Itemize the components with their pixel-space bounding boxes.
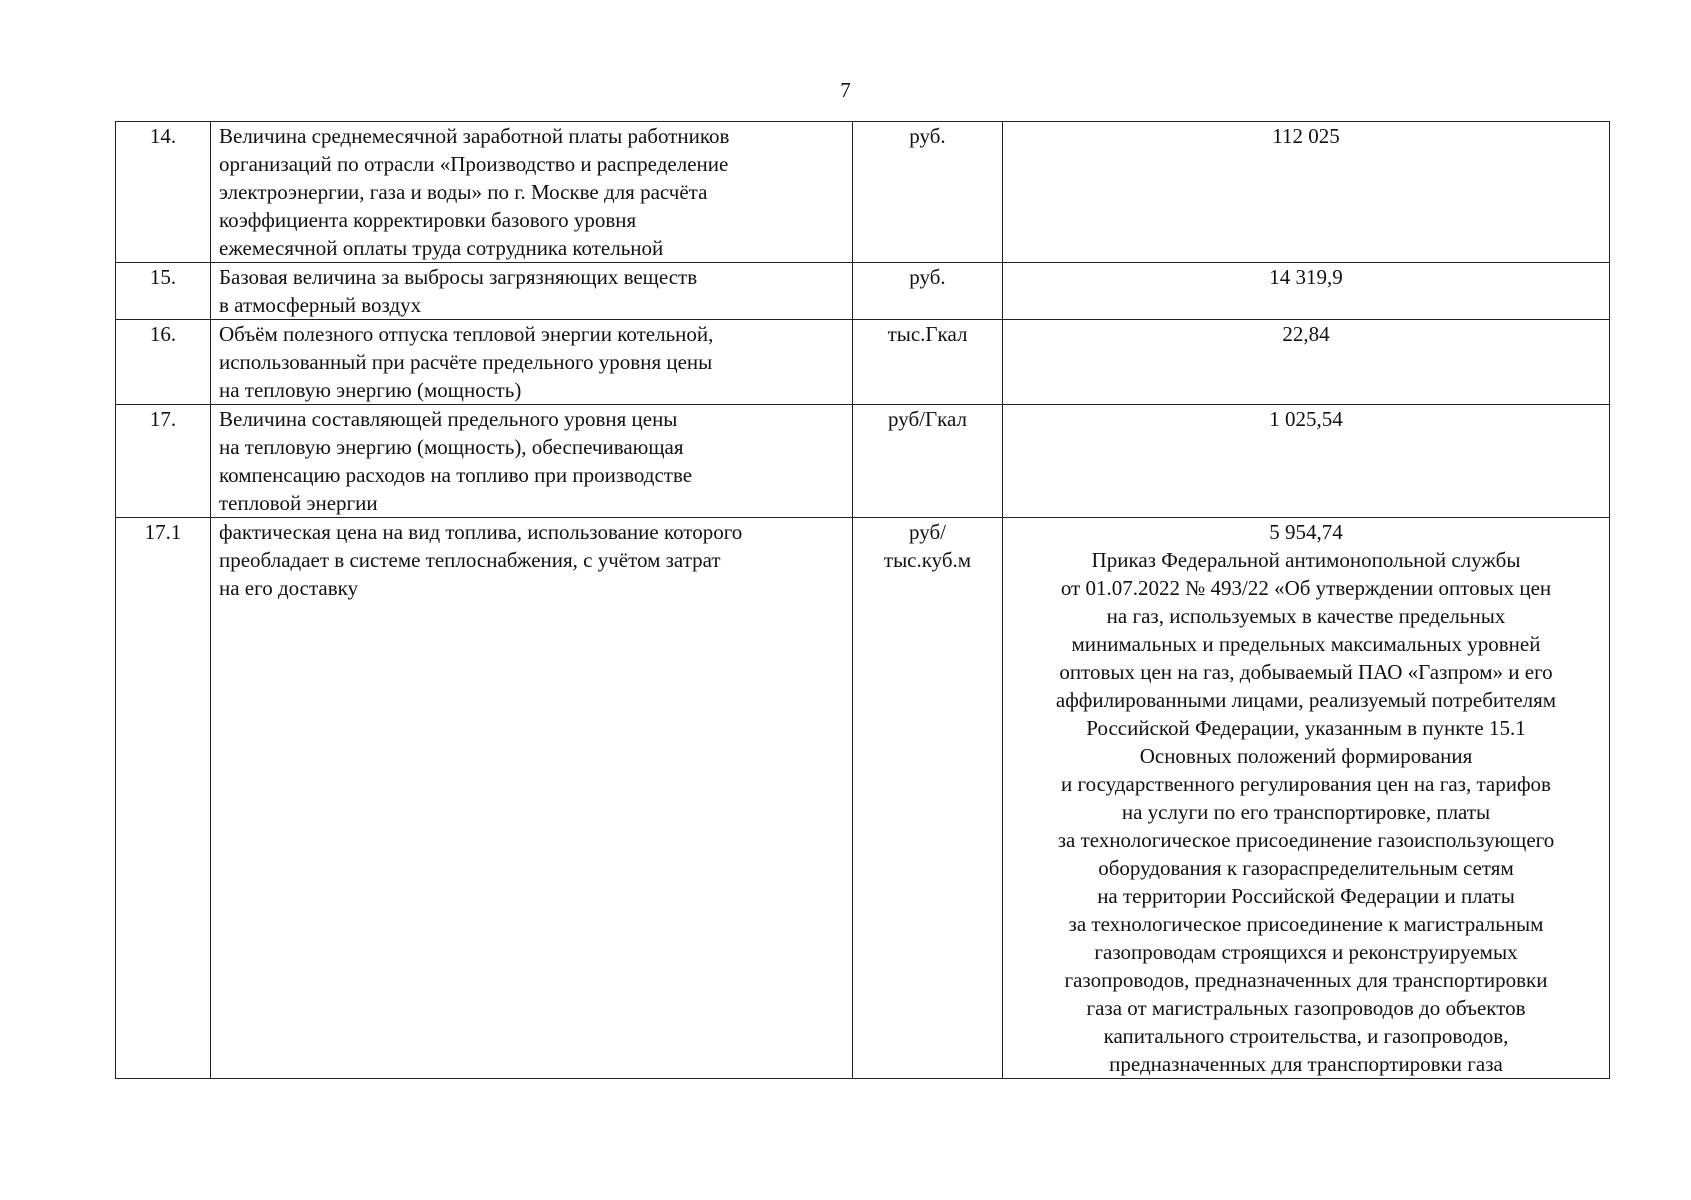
row-value — [1003, 320, 1610, 405]
description-line: Величина среднемесячной заработной платы работников — [219, 124, 730, 148]
description-line: организаций по отрасли «Производство и распределение — [219, 152, 729, 176]
row-description — [211, 518, 853, 1079]
table-row — [116, 122, 1610, 263]
row-number: 15. — [116, 263, 211, 320]
description-line: компенсацию расходов на топливо при производстве — [219, 463, 693, 487]
description-line: коэффициента корректировки базового уровня — [219, 208, 637, 232]
value-number: 5 954,74 — [1269, 520, 1343, 544]
row-number: 16. — [116, 320, 211, 405]
unit-line: тыс.куб.м — [883, 548, 972, 572]
row-unit — [853, 263, 1003, 320]
value-number: 1 025,54 — [1269, 407, 1343, 431]
row-number: 17. — [116, 405, 211, 518]
note-line: за технологическое присоединение к магистральным — [1068, 912, 1544, 936]
note-line: капитального строительства, и газопроводов, — [1103, 1024, 1509, 1048]
description-line: на тепловую энергию (мощность) — [219, 378, 522, 402]
description-line: на тепловую энергию (мощность), обеспечивающая — [219, 435, 684, 459]
row-description — [211, 122, 853, 263]
note-line: на территории Российской Федерации и платы — [1097, 884, 1515, 908]
indicators-table — [115, 121, 1610, 1079]
row-description — [211, 320, 853, 405]
description-line: Объём полезного отпуска тепловой энергии котельной, — [219, 322, 714, 346]
value-number: 14 319,9 — [1269, 265, 1343, 289]
description-line: Базовая величина за выбросы загрязняющих веществ — [219, 265, 698, 289]
table-row — [116, 405, 1610, 518]
note-line: на газ, используемых в качестве предельных — [1106, 604, 1506, 628]
note-line: за технологическое присоединение газоиспользующего — [1057, 828, 1555, 852]
note-line: газопроводам строящихся и реконструируемых — [1094, 940, 1518, 964]
value-number: 22,84 — [1282, 322, 1330, 346]
note-line: минимальных и предельных максимальных уровней — [1071, 632, 1541, 656]
description-line: преобладает в системе теплоснабжения, с учётом затрат — [219, 548, 721, 572]
unit-line: руб. — [909, 265, 946, 289]
description-line: на его доставку — [219, 576, 359, 600]
description-line: Величина составляющей предельного уровня цены — [219, 407, 678, 431]
row-value — [1003, 518, 1610, 1079]
description-line: фактическая цена на вид топлива, использование которого — [219, 520, 743, 544]
description-line: ежемесячной оплаты труда сотрудника котельной — [219, 236, 664, 260]
description-line: электроэнергии, газа и воды» по г. Москве для расчёта — [219, 180, 708, 204]
note-line: Приказ Федеральной антимонопольной службы — [1091, 548, 1521, 572]
note-line: и государственного регулирования цен на газ, тарифов — [1061, 772, 1551, 796]
row-unit — [853, 518, 1003, 1079]
note-line: аффилированными лицами, реализуемый потребителям — [1055, 688, 1557, 712]
note-line: предназначенных для транспортировки газа — [1109, 1052, 1503, 1076]
row-number: 17.1 — [116, 518, 211, 1079]
table-body — [116, 122, 1610, 1079]
row-unit — [853, 405, 1003, 518]
note-line: от 01.07.2022 № 493/22 «Об утверждении оптовых цен — [1060, 576, 1552, 600]
page-number: 7 — [840, 78, 851, 102]
note-line: газа от магистральных газопроводов до объектов — [1086, 996, 1526, 1020]
unit-line: руб/Гкал — [888, 407, 967, 431]
table-row — [116, 263, 1610, 320]
note-line: газопроводов, предназначенных для транспортировки — [1064, 968, 1548, 992]
row-unit — [853, 122, 1003, 263]
unit-line: руб/ — [909, 520, 946, 544]
row-value — [1003, 122, 1610, 263]
note-line: на услуги по его транспортировке, платы — [1121, 800, 1491, 824]
note-line: Российской Федерации, указанным в пункте 15.1 — [1086, 716, 1526, 740]
note-line: оборудования к газораспределительным сетям — [1098, 856, 1514, 880]
row-value — [1003, 263, 1610, 320]
note-line: оптовых цен на газ, добываемый ПАО «Газпром» и его — [1059, 660, 1553, 684]
description-line: использованный при расчёте предельного уровня цены — [219, 350, 713, 374]
row-description — [211, 263, 853, 320]
value-source-note — [1011, 546, 1601, 1078]
table-row — [116, 518, 1610, 1079]
unit-line: тыс.Гкал — [887, 322, 968, 346]
table-row — [116, 320, 1610, 405]
row-value — [1003, 405, 1610, 518]
row-number: 14. — [116, 122, 211, 263]
description-line: в атмосферный воздух — [219, 293, 422, 317]
note-line: Основных положений формирования — [1139, 744, 1473, 768]
value-number: 112 025 — [1272, 124, 1340, 148]
description-line: тепловой энергии — [219, 491, 378, 515]
row-description — [211, 405, 853, 518]
unit-line: руб. — [909, 124, 946, 148]
row-unit — [853, 320, 1003, 405]
